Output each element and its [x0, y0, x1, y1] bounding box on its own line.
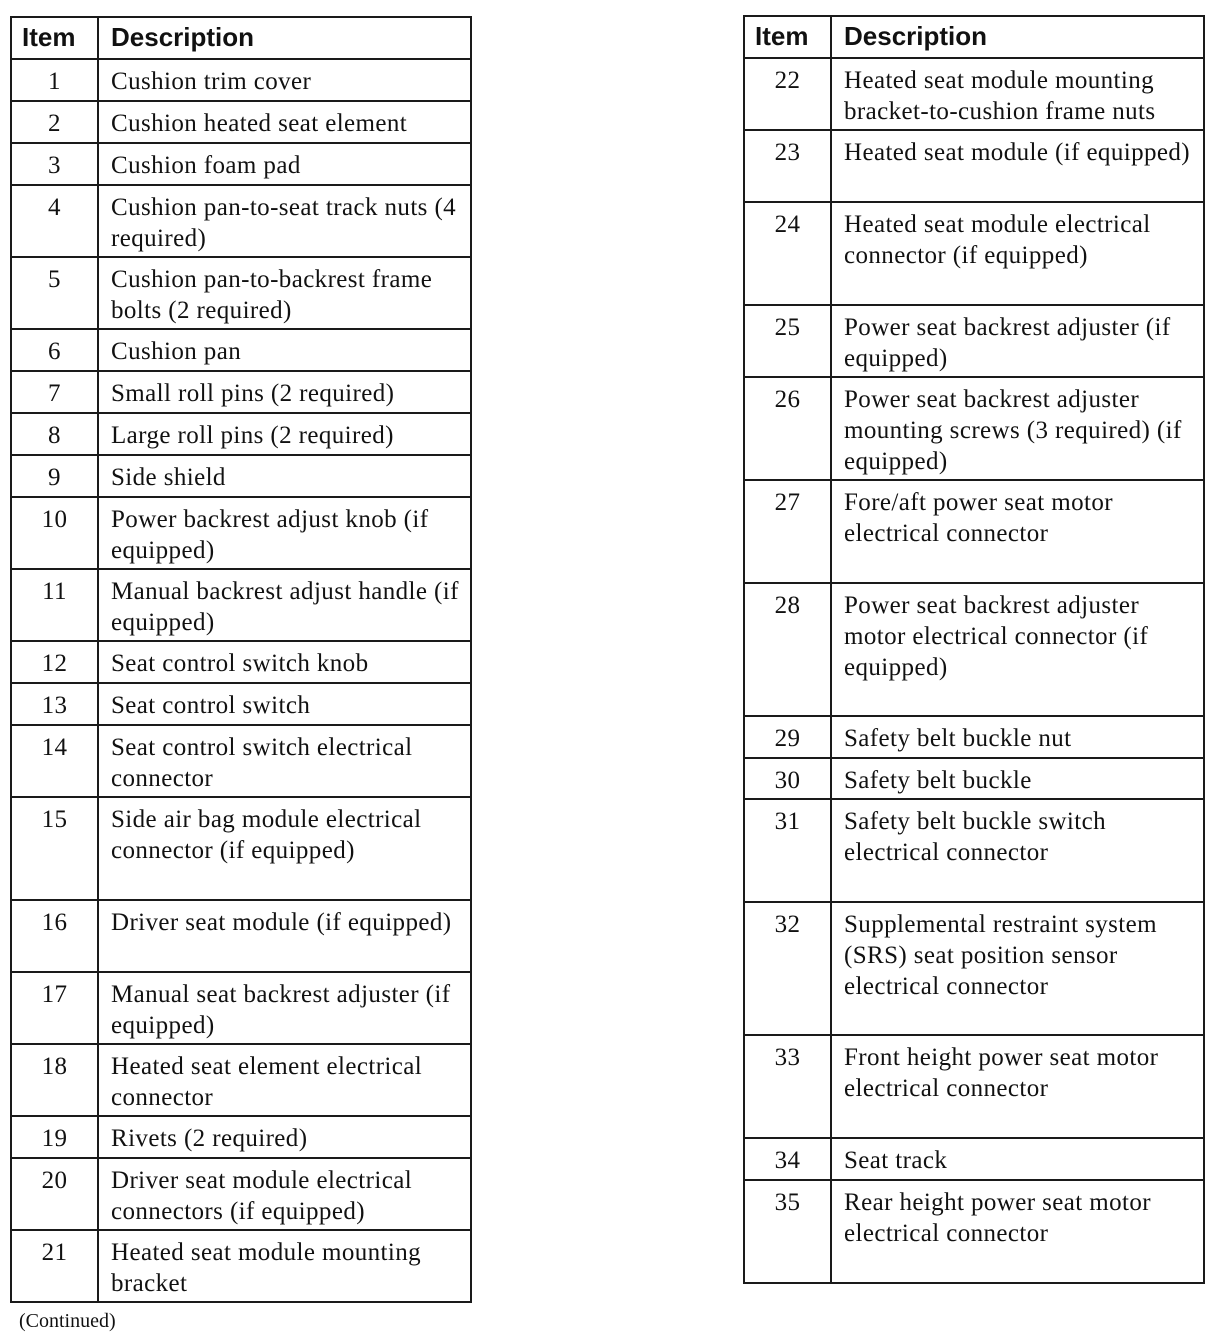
table-row: [744, 1180, 1204, 1283]
item-description: Power backrest adjust knob (if equipped): [98, 497, 471, 569]
table-row: [11, 972, 471, 1044]
item-number: 13: [11, 683, 98, 725]
continued-note: (Continued): [19, 1310, 116, 1332]
table-row: [744, 58, 1204, 130]
table-row: [744, 1035, 1204, 1138]
item-number: 10: [11, 497, 98, 569]
item-number: 14: [11, 725, 98, 797]
parts-table-left: [10, 16, 472, 1303]
item-number: 2: [11, 101, 98, 143]
item-description: Small roll pins (2 required): [98, 371, 471, 413]
item-number: 24: [744, 202, 831, 305]
item-number: 18: [11, 1044, 98, 1116]
table-row: [11, 371, 471, 413]
item-description: Cushion pan: [98, 329, 471, 371]
item-description: Heated seat module (if equipped): [831, 130, 1204, 202]
item-number: 34: [744, 1138, 831, 1180]
table-row: [11, 413, 471, 455]
item-description: Rivets (2 required): [98, 1116, 471, 1158]
item-description: Cushion pan-to-backrest frame bolts (2 required): [98, 257, 471, 329]
item-number: 32: [744, 902, 831, 1035]
item-description: Power seat backrest adjuster mounting screws (3 required) (if equipped): [831, 377, 1204, 480]
item-description: Manual seat backrest adjuster (if equipped): [98, 972, 471, 1044]
item-description: Power seat backrest adjuster (if equipped): [831, 305, 1204, 377]
item-number: 12: [11, 641, 98, 683]
table-row: [744, 130, 1204, 202]
table-row: [11, 1230, 471, 1302]
item-description: Rear height power seat motor electrical connector: [831, 1180, 1204, 1283]
item-description: Safety belt buckle: [831, 758, 1204, 799]
table-row: [11, 725, 471, 797]
item-number: 33: [744, 1035, 831, 1138]
table-row: [744, 1138, 1204, 1180]
item-description: Side air bag module electrical connector (if equipped): [98, 797, 471, 900]
table-row: [11, 683, 471, 725]
item-description: Seat control switch knob: [98, 641, 471, 683]
table-row: [11, 329, 471, 371]
item-number: 6: [11, 329, 98, 371]
table-row: [11, 101, 471, 143]
item-number: 29: [744, 716, 831, 758]
table-row: [744, 202, 1204, 305]
table-header-row: [11, 17, 471, 59]
table-row: [11, 59, 471, 101]
item-number: 23: [744, 130, 831, 202]
item-number: 20: [11, 1158, 98, 1230]
item-description: Heated seat element electrical connector: [98, 1044, 471, 1116]
table-row: [11, 1158, 471, 1230]
item-column-header: Item: [744, 16, 831, 58]
table-row: [11, 497, 471, 569]
item-description: Supplemental restraint system (SRS) seat position sensor electrical connector: [831, 902, 1204, 1035]
item-number: 11: [11, 569, 98, 641]
item-number: 5: [11, 257, 98, 329]
item-description: Seat control switch: [98, 683, 471, 725]
table-row: [744, 480, 1204, 583]
item-description: Front height power seat motor electrical connector: [831, 1035, 1204, 1138]
item-description: Driver seat module (if equipped): [98, 900, 471, 972]
table-row: [11, 143, 471, 185]
item-number: 26: [744, 377, 831, 480]
table-row: [744, 305, 1204, 377]
item-description: Safety belt buckle switch electrical connector: [831, 799, 1204, 902]
table-row: [11, 1044, 471, 1116]
table-row: [11, 1116, 471, 1158]
item-description: Heated seat module mounting bracket-to-cushion frame nuts: [831, 58, 1204, 130]
item-number: 30: [744, 758, 831, 799]
item-description: Safety belt buckle nut: [831, 716, 1204, 758]
item-number: 25: [744, 305, 831, 377]
item-number: 17: [11, 972, 98, 1044]
item-description: Seat control switch electrical connector: [98, 725, 471, 797]
table-row: [11, 900, 471, 972]
item-column-header: Item: [11, 17, 98, 59]
item-description: Manual backrest adjust handle (if equipped): [98, 569, 471, 641]
item-number: 4: [11, 185, 98, 257]
item-description: Driver seat module electrical connectors (if equipped): [98, 1158, 471, 1230]
item-description: Power seat backrest adjuster motor electrical connector (if equipped): [831, 583, 1204, 716]
table-row: [11, 569, 471, 641]
item-description: Cushion pan-to-seat track nuts (4 required): [98, 185, 471, 257]
item-description: Large roll pins (2 required): [98, 413, 471, 455]
item-number: 19: [11, 1116, 98, 1158]
item-number: 31: [744, 799, 831, 902]
item-description: Heated seat module mounting bracket: [98, 1230, 471, 1302]
item-number: 22: [744, 58, 831, 130]
item-description: Cushion heated seat element: [98, 101, 471, 143]
item-number: 9: [11, 455, 98, 497]
table-row: [11, 257, 471, 329]
item-number: 35: [744, 1180, 831, 1283]
item-description: Fore/aft power seat motor electrical connector: [831, 480, 1204, 583]
table-row: [744, 583, 1204, 716]
parts-table-right: [743, 15, 1205, 1284]
item-number: 3: [11, 143, 98, 185]
item-number: 28: [744, 583, 831, 716]
item-description: Side shield: [98, 455, 471, 497]
description-column-header: Description: [831, 16, 1204, 58]
table-row: [744, 758, 1204, 799]
table-row: [11, 455, 471, 497]
table-row: [744, 377, 1204, 480]
item-description: Cushion foam pad: [98, 143, 471, 185]
item-number: 27: [744, 480, 831, 583]
item-description: Seat track: [831, 1138, 1204, 1180]
item-number: 7: [11, 371, 98, 413]
table-row: [11, 797, 471, 900]
table-row: [744, 716, 1204, 758]
item-number: 8: [11, 413, 98, 455]
item-description: Cushion trim cover: [98, 59, 471, 101]
table-row: [744, 902, 1204, 1035]
item-number: 21: [11, 1230, 98, 1302]
item-number: 1: [11, 59, 98, 101]
description-column-header: Description: [98, 17, 471, 59]
table-row: [11, 641, 471, 683]
table-header-row: [744, 16, 1204, 58]
item-number: 16: [11, 900, 98, 972]
item-description: Heated seat module electrical connector (if equipped): [831, 202, 1204, 305]
table-row: [744, 799, 1204, 902]
item-number: 15: [11, 797, 98, 900]
table-row: [11, 185, 471, 257]
